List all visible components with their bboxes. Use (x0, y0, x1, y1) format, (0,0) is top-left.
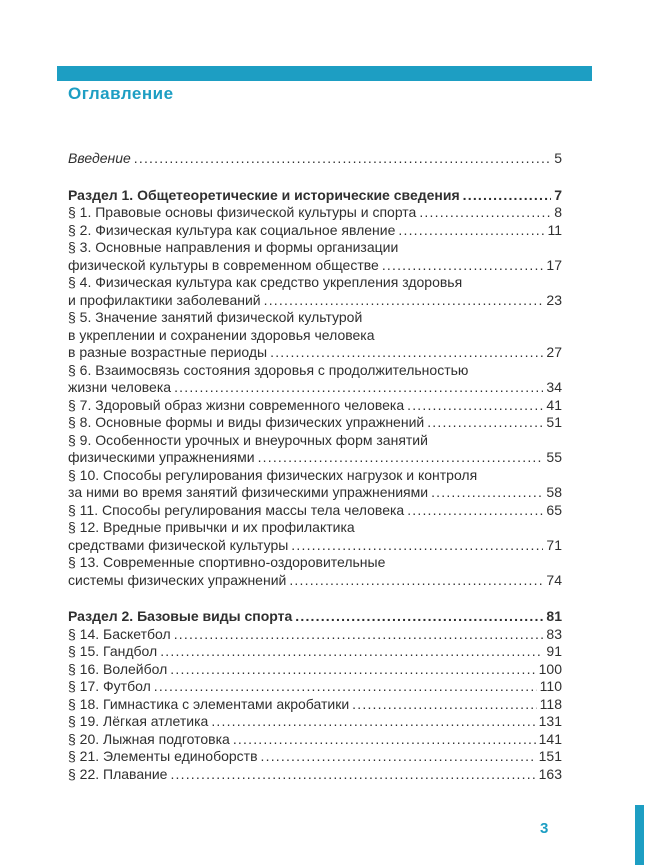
dot-leader (407, 502, 543, 520)
toc-entry-text: § 20. Лыжная подготовка (68, 730, 230, 747)
toc-entry (68, 204, 562, 222)
toc-entry (68, 519, 562, 554)
toc-entry-line (68, 432, 562, 450)
toc-entry-text: Введение (68, 150, 131, 166)
toc-entry-text: жизни человека (68, 379, 172, 395)
toc-entry-text: и профилактики заболеваний (68, 291, 261, 308)
toc-entry (68, 626, 562, 644)
toc-page-number: 110 (539, 678, 562, 694)
toc-entry-text: за ними во время занятий физическими упражнениями (68, 484, 429, 500)
toc-page-number: 163 (538, 765, 562, 782)
toc-page-number: 7 (554, 186, 562, 203)
toc-entry-line (68, 572, 562, 590)
toc-entry-text: в укреплении и сохранении здоровья человека (68, 326, 375, 343)
toc-page-number: 11 (547, 221, 562, 238)
toc-page-number: 131 (538, 713, 562, 729)
toc-page-number: 41 (546, 396, 562, 413)
toc-entry-text: в разные возрастные периоды (68, 344, 268, 360)
toc-entry-text: § 13. Современные спортивно-оздоровительные (68, 554, 386, 570)
toc-entry-text: § 22. Плавание (68, 765, 168, 782)
toc-entry (68, 502, 562, 520)
toc-page-number: 151 (538, 748, 562, 764)
toc-entry (68, 274, 562, 309)
footer-accent-bar (635, 805, 644, 865)
toc-entry (68, 678, 562, 696)
toc-entry-line (68, 696, 562, 714)
toc-entry-line (68, 643, 562, 661)
toc-entry (68, 187, 562, 205)
toc-entry-text: системы физических упражнений (68, 571, 287, 588)
toc-entry-text: § 11. Способы регулирования массы тела человека (68, 501, 405, 518)
dot-leader (431, 484, 543, 502)
toc-entry-text: § 6. Взаимосвязь состояния здоровья с продолжительностью (68, 361, 469, 378)
toc-entry (68, 222, 562, 240)
toc-entry (68, 432, 562, 467)
toc-entry-line (68, 362, 562, 380)
dot-leader (270, 344, 543, 362)
toc-page-number: 81 (546, 608, 562, 624)
toc-entry (68, 608, 562, 626)
toc-entry (68, 643, 562, 661)
toc-entry-line (68, 239, 562, 257)
toc-entry-line (68, 554, 562, 572)
toc-entry-line (68, 678, 562, 696)
dot-leader (160, 643, 543, 661)
toc-entry-line (68, 731, 562, 749)
toc-entry (68, 362, 562, 397)
toc-page-number: 91 (546, 643, 562, 659)
page-title: Оглавление (68, 84, 174, 103)
dot-leader (264, 292, 544, 310)
toc-entry (68, 713, 562, 731)
toc-entry-line (68, 502, 562, 520)
toc-page-number: 27 (546, 344, 562, 360)
toc-entry-line (68, 379, 562, 397)
toc-entry-text: § 21. Элементы единоборств (68, 748, 258, 764)
toc-entry-text: § 15. Гандбол (68, 643, 158, 659)
toc-entry-text: § 9. Особенности урочных и внеурочных форм занятий (68, 431, 428, 448)
toc-entry-line (68, 204, 562, 222)
page-number: 3 (540, 820, 549, 837)
toc-entry-line (68, 467, 562, 485)
toc-entry (68, 748, 562, 766)
dot-leader (419, 204, 551, 222)
dot-leader (174, 626, 544, 644)
toc-entry-line (68, 222, 562, 240)
toc-entry (68, 397, 562, 415)
toc-entry-line (68, 537, 562, 555)
dot-leader (291, 537, 543, 555)
dot-leader (261, 748, 536, 766)
dot-leader (170, 766, 535, 784)
dot-leader (233, 731, 536, 749)
dot-leader (407, 397, 543, 415)
toc-entry-text: физической культуры в современном обществе (68, 256, 379, 273)
toc-entry-line (68, 626, 562, 644)
toc-page-number: 74 (546, 571, 562, 588)
toc-page-number: 17 (546, 256, 562, 273)
toc-entry-text: Раздел 1. Общетеоретические и исторические сведения (68, 186, 460, 203)
toc-entry-line (68, 608, 562, 626)
dot-leader (382, 257, 544, 275)
toc-entry-text: § 5. Значение занятий физической культурой (68, 309, 363, 325)
toc-entry-text: средствами физической культуры (68, 536, 289, 553)
toc-entry-line (68, 519, 562, 537)
toc-entry-text: § 8. Основные формы и виды физических упражнений (68, 414, 425, 430)
toc-entry (68, 766, 562, 784)
toc-entry-line (68, 309, 562, 327)
toc-page-number: 55 (546, 449, 562, 465)
toc-page-number: 58 (546, 484, 562, 500)
dot-leader (211, 713, 535, 731)
toc-entry-line (68, 327, 562, 345)
toc-page-number: 23 (546, 291, 562, 308)
dot-leader (174, 379, 543, 397)
toc-entry-text: § 17. Футбол (68, 678, 151, 694)
table-of-contents (68, 150, 562, 783)
toc-entry-line (68, 713, 562, 731)
toc-entry-line (68, 397, 562, 415)
dot-leader (289, 572, 543, 590)
toc-entry-text: физическими упражнениями (68, 449, 255, 465)
toc-page-number: 83 (546, 625, 562, 642)
toc-entry-line (68, 344, 562, 362)
toc-entry (68, 309, 562, 362)
toc-entry (68, 150, 562, 168)
toc-entry-line (68, 766, 562, 784)
toc-entry-text: Раздел 2. Базовые виды спорта (68, 608, 293, 624)
toc-entry-text: § 10. Способы регулирования физических нагрузок и контроля (68, 466, 478, 483)
toc-entry-text: § 18. Гимнастика с элементами акробатики (68, 695, 350, 712)
toc-entry (68, 239, 562, 274)
toc-entry (68, 414, 562, 432)
toc-page-number: 8 (554, 204, 562, 220)
toc-page-number: 5 (554, 150, 562, 166)
toc-entry-line (68, 292, 562, 310)
toc-entry-line (68, 187, 562, 205)
toc-entry-text: § 3. Основные направления и формы организации (68, 239, 399, 255)
toc-entry (68, 696, 562, 714)
toc-entry-text: § 19. Лёгкая атлетика (68, 713, 209, 729)
dot-leader (170, 661, 535, 679)
toc-entry-text: § 16. Волейбол (68, 660, 168, 677)
toc-page-number: 141 (538, 730, 562, 747)
toc-page-number: 71 (546, 536, 562, 553)
dot-leader (352, 696, 537, 714)
toc-entry-text: § 2. Физическая культура как социальное явление (68, 221, 396, 238)
toc-entry (68, 467, 562, 502)
dot-leader (295, 608, 543, 626)
toc-page-number: 34 (546, 379, 562, 395)
dot-leader (398, 222, 544, 240)
toc-entry-line (68, 414, 562, 432)
toc-page-number: 100 (538, 660, 562, 677)
toc-entry-line (68, 661, 562, 679)
toc-entry-line (68, 274, 562, 292)
toc-entry-text: § 12. Вредные привычки и их профилактика (68, 519, 355, 535)
toc-entry (68, 731, 562, 749)
dot-leader (258, 449, 544, 467)
toc-entry (68, 554, 562, 589)
toc-entry-text: § 4. Физическая культура как средство укрепления здоровья (68, 274, 463, 290)
toc-entry-line (68, 449, 562, 467)
toc-page-number: 118 (539, 695, 562, 712)
dot-leader (154, 678, 537, 696)
toc-entry (68, 661, 562, 679)
dot-leader (134, 150, 551, 168)
toc-entry-line (68, 484, 562, 502)
toc-page-number: 51 (546, 414, 562, 430)
toc-entry-line (68, 257, 562, 275)
dot-leader (427, 414, 543, 432)
toc-page-number: 65 (546, 501, 562, 518)
toc-entry-text: § 14. Баскетбол (68, 625, 171, 642)
toc-entry-line (68, 150, 562, 168)
toc-entry-text: § 7. Здоровый образ жизни современного человека (68, 396, 405, 413)
header-accent-bar (57, 66, 592, 81)
toc-entry-line (68, 748, 562, 766)
dot-leader (463, 187, 552, 205)
toc-entry-text: § 1. Правовые основы физической культуры и спорта (68, 204, 417, 220)
